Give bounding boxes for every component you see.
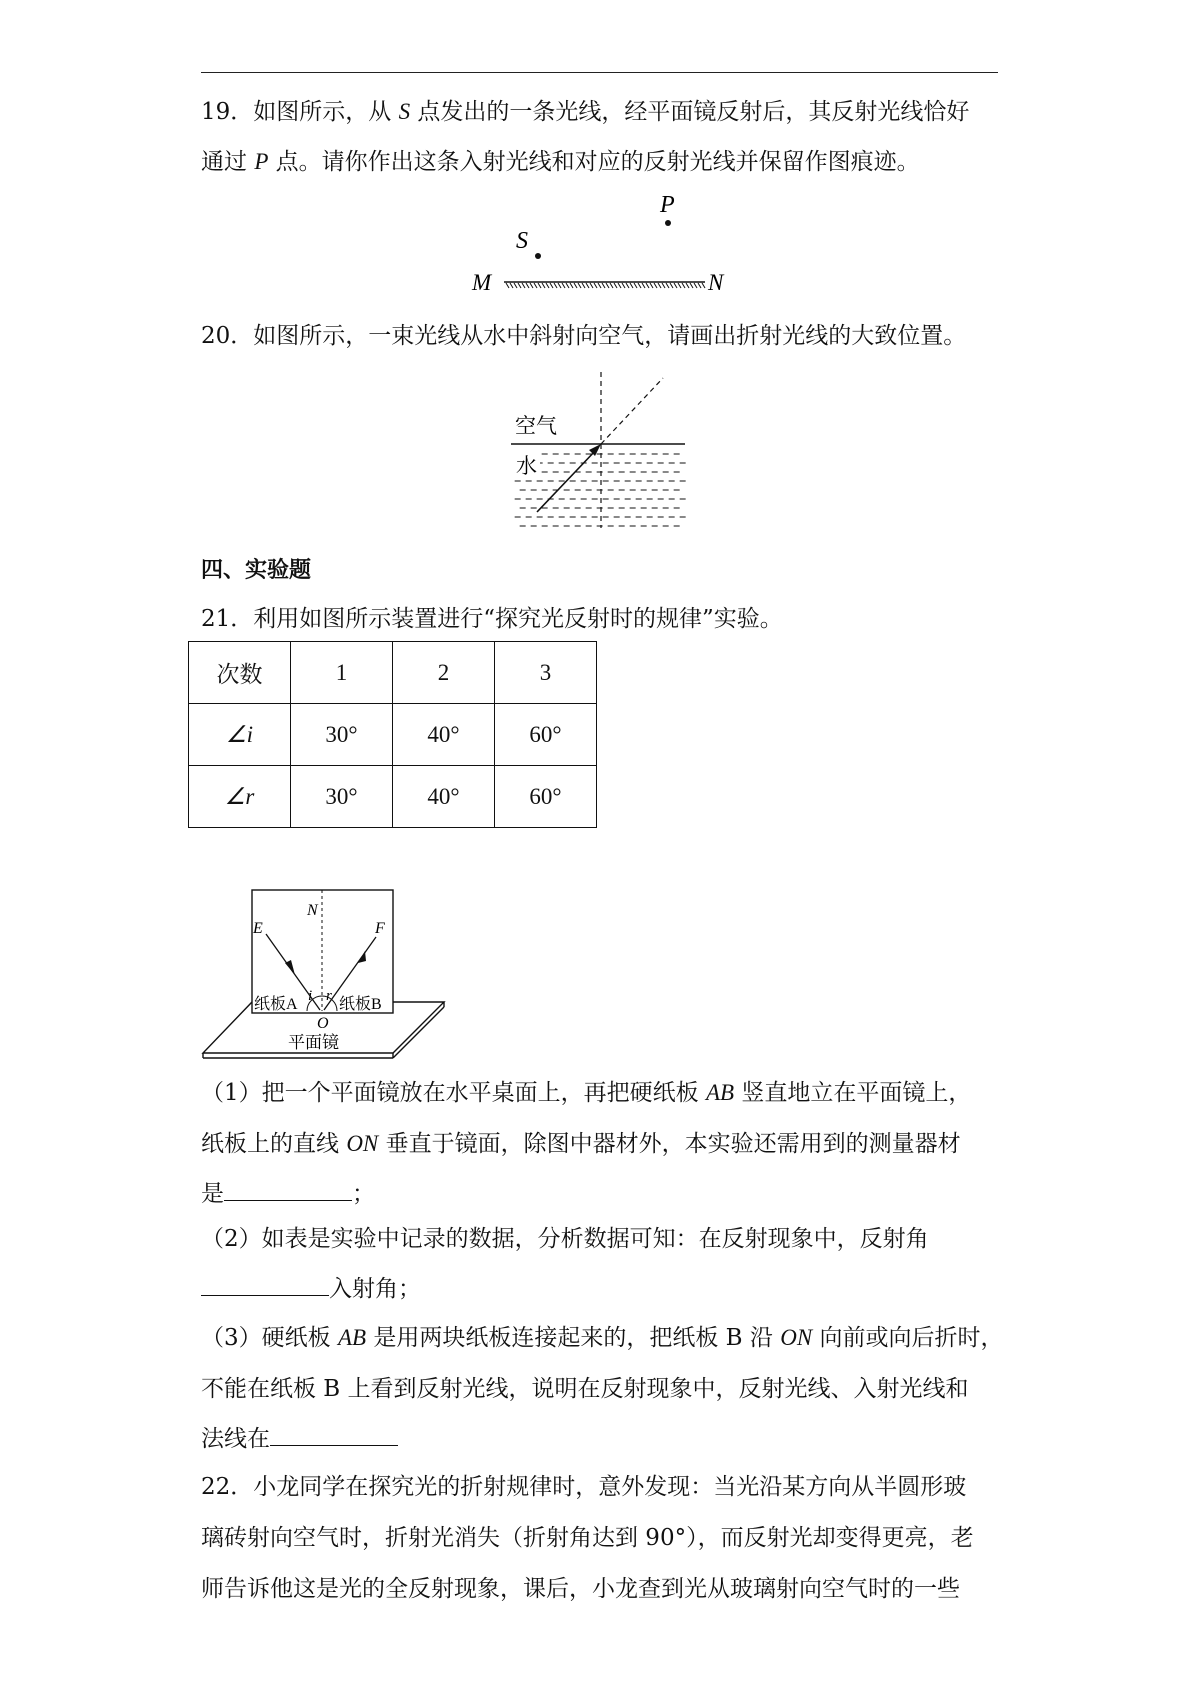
table-header-row (189, 642, 597, 704)
table-row (189, 704, 597, 766)
hatch-mark (522, 283, 525, 288)
section-heading: 四、实验题 (201, 557, 312, 583)
q21-part3-line-1: （3）硬纸板 AB 是用两块纸板连接起来的，把纸板 B 沿 ON 向前或向后折时， (201, 1325, 1004, 1351)
angle-i-label: i (308, 988, 313, 1004)
hatch-mark (538, 283, 541, 288)
hatch-mark (566, 283, 569, 288)
hatch-mark (658, 283, 661, 288)
table-cell: 30° (291, 766, 393, 828)
hatch-mark (578, 283, 581, 288)
hatch-mark (530, 283, 533, 288)
q19-line-2: 通过 P 点。请你作出这条入射光线和对应的反射光线并保留作图痕迹。 (201, 149, 920, 175)
q21-part1-line-2: 纸板上的直线 ON 垂直于镜面，除图中器材外，本实验还需用到的测量器材 (201, 1131, 961, 1157)
hatch-mark (518, 283, 521, 288)
hatch-mark (654, 283, 657, 288)
table-row (189, 766, 597, 828)
answer-blank-1[interactable] (224, 1178, 352, 1201)
hatch-mark (554, 283, 557, 288)
point-f-label: F (375, 920, 385, 937)
board-b-label: 纸板B (339, 996, 382, 1013)
normal-n-label: N (307, 902, 318, 919)
hatch-mark (586, 283, 589, 288)
hatch-mark (646, 283, 649, 288)
angle-data-table (188, 641, 597, 828)
hatch-mark (662, 283, 665, 288)
hatch-mark (630, 283, 633, 288)
q21-intro: 21．利用如图所示装置进行“探究光反射时的规律”实验。 (201, 606, 783, 632)
q21-apparatus-figure (195, 885, 455, 1060)
hatch-mark (598, 283, 601, 288)
hatch-mark (510, 283, 513, 288)
hatch-mark (542, 283, 545, 288)
hatch-mark (626, 283, 629, 288)
point-o-label: O (317, 1015, 329, 1032)
q20-text: 20．如图所示，一束光线从水中斜射向空气，请画出折射光线的大致位置。 (201, 323, 967, 349)
point-m-label: M (472, 270, 492, 295)
mirror-label: 平面镜 (288, 1033, 339, 1052)
hatch-mark (642, 283, 645, 288)
incident-ray (537, 450, 596, 512)
q22-line-1: 22．小龙同学在探究光的折射规律时，意外发现：当光沿某方向从半圆形玻 (201, 1474, 967, 1500)
hatch-mark (666, 283, 669, 288)
hatch-mark (506, 283, 509, 288)
hatch-mark (686, 283, 689, 288)
hatch-mark (610, 283, 613, 288)
water-label: 水 (516, 454, 537, 478)
point-e-label: E (253, 920, 263, 937)
hatch-mark (690, 283, 693, 288)
hatch-mark (606, 283, 609, 288)
hatch-mark (514, 283, 517, 288)
q19-mirror-figure (460, 185, 740, 305)
table-header-cell: 2 (393, 642, 495, 704)
table-cell: 60° (495, 704, 597, 766)
hatch-mark (674, 283, 677, 288)
table-header-cell: 1 (291, 642, 393, 704)
point-p-label: P (660, 192, 675, 218)
hatch-mark (590, 283, 593, 288)
angle-r-label: r (326, 988, 332, 1004)
reference-dashed-line (601, 378, 663, 444)
q21-part2-line-2: 入射角； (201, 1273, 421, 1305)
table-cell: 40° (393, 766, 495, 828)
table-cell: 40° (393, 704, 495, 766)
hatch-mark (650, 283, 653, 288)
q21-part3-line-2: 不能在纸板 B 上看到反射光线，说明在反射现象中，反射光线、入射光线和 (201, 1376, 969, 1402)
q21-part1-line-1: （1）把一个平面镜放在水平桌面上，再把硬纸板 AB 竖直地立在平面镜上， (201, 1080, 972, 1106)
hatch-mark (534, 283, 537, 288)
hatch-mark (622, 283, 625, 288)
hatch-mark (702, 283, 705, 288)
table-header-cell: 3 (495, 642, 597, 704)
hatch-mark (614, 283, 617, 288)
board-a-label: 纸板A (254, 996, 298, 1013)
hatch-mark (670, 283, 673, 288)
point-s-label: S (516, 228, 528, 254)
hatch-mark (526, 283, 529, 288)
hatch-mark (638, 283, 641, 288)
hatch-mark (602, 283, 605, 288)
hatch-mark (694, 283, 697, 288)
answer-blank-2[interactable] (201, 1273, 329, 1296)
q21-part2-line-1: （2）如表是实验中记录的数据，分析数据可知：在反射现象中，反射角 (201, 1226, 929, 1252)
hatch-mark (678, 283, 681, 288)
q21-part1-line-3: 是 ； (201, 1178, 375, 1210)
table-cell: 30° (291, 704, 393, 766)
air-label: 空气 (515, 414, 557, 438)
table-cell: 60° (495, 766, 597, 828)
hatch-mark (618, 283, 621, 288)
water-dash-pattern (515, 454, 686, 526)
mirror-hatching (506, 283, 705, 288)
q21-part3-line-3: 法线在 (201, 1423, 398, 1455)
point-p (665, 220, 671, 226)
hatch-mark (582, 283, 585, 288)
hatch-mark (682, 283, 685, 288)
hatch-mark (550, 283, 553, 288)
hatch-mark (558, 283, 561, 288)
q22-line-3: 师告诉他这是光的全反射现象，课后，小龙查到光从玻璃射向空气时的一些 (201, 1576, 960, 1602)
table-header-cell: 次数 (189, 642, 291, 704)
top-rule (201, 72, 998, 73)
q19-line-1: 19．如图所示，从 S 点发出的一条光线，经平面镜反射后，其反射光线恰好 (201, 99, 970, 125)
hatch-mark (594, 283, 597, 288)
point-s (535, 253, 541, 259)
hatch-mark (546, 283, 549, 288)
hatch-mark (574, 283, 577, 288)
answer-blank-3[interactable] (270, 1423, 398, 1446)
hatch-mark (634, 283, 637, 288)
point-n-label: N (708, 270, 724, 295)
q20-refraction-figure (505, 370, 705, 535)
table-row-label: ∠i (189, 704, 291, 766)
hatch-mark (570, 283, 573, 288)
hatch-mark (562, 283, 565, 288)
hatch-mark (698, 283, 701, 288)
table-row-label: ∠r (189, 766, 291, 828)
q22-line-2: 璃砖射向空气时，折射光消失（折射角达到 90°），而反射光却变得更亮，老 (201, 1525, 974, 1551)
